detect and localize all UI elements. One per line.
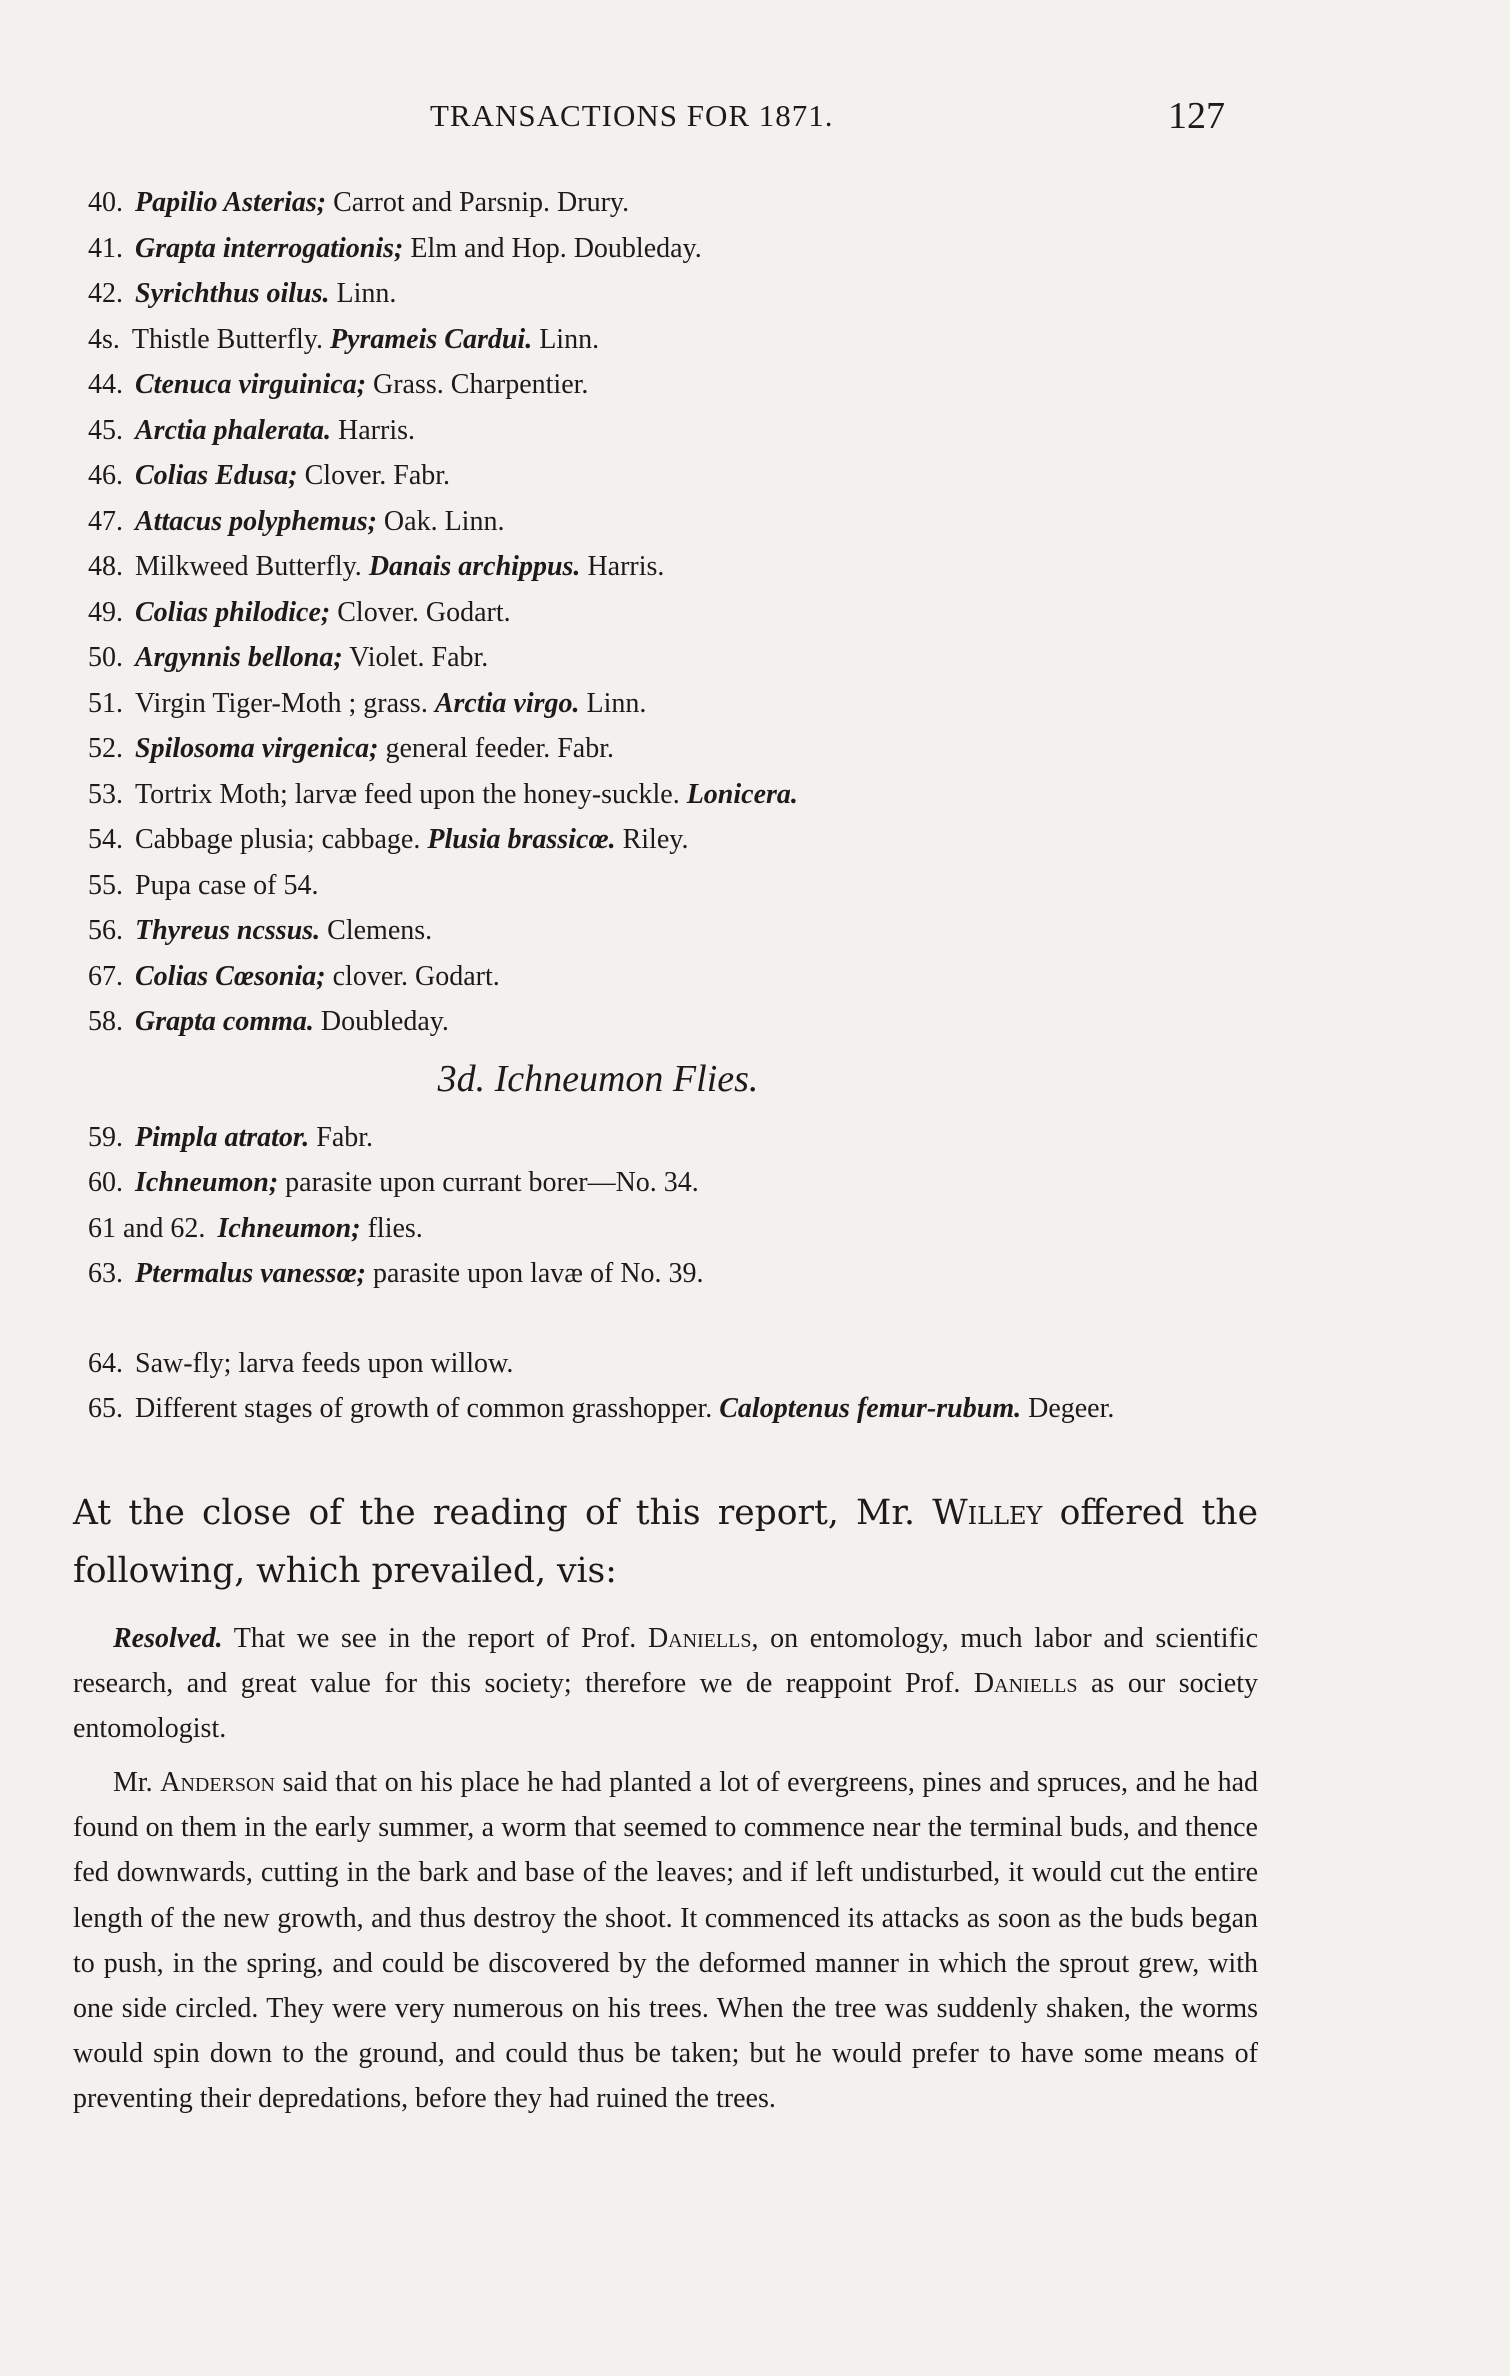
list-item — [88, 681, 1248, 727]
entry-authority: Linn. — [329, 278, 397, 309]
entry-number: 64. — [88, 1347, 123, 1379]
entry-number: 42. — [88, 278, 123, 309]
species-name: Spilosoma virgenica; — [135, 733, 379, 764]
anderson-paragraph — [73, 1760, 1258, 2122]
entry-text: Saw-fly; larva feeds upon willow. — [135, 1347, 514, 1379]
entry-number: 58. — [88, 1006, 123, 1037]
entry-authority: Carrot and Parsnip. Drury. — [326, 187, 630, 218]
entry-authority: Degeer. — [1021, 1393, 1115, 1424]
running-title: TRANSACTIONS FOR 1871. — [430, 98, 834, 133]
entry-number: 67. — [88, 960, 123, 992]
list-item — [88, 1160, 1248, 1206]
entry-authority: Fabr. — [309, 1121, 374, 1153]
list-item — [88, 635, 1248, 681]
entry-authority: Clover. Fabr. — [297, 460, 451, 491]
list-item — [73, 1386, 1248, 1432]
list-item — [88, 1206, 1248, 1252]
species-name: Colias philodice; — [135, 596, 331, 628]
entry-text: Different stages of growth of common grasshopper. — [135, 1393, 713, 1424]
species-name: Arctia virgo. — [434, 687, 580, 719]
list-item — [88, 453, 1248, 499]
entry-number: 54. — [88, 824, 123, 855]
entry-number: 41. — [88, 232, 123, 264]
list-item — [88, 180, 1248, 226]
species-name: Ichneumon; — [217, 1212, 361, 1244]
list-item — [88, 772, 1248, 818]
entry-authority: Clover. Godart. — [330, 596, 511, 628]
species-name: Plusia brassicœ. — [427, 824, 616, 855]
entry-number: 60. — [88, 1167, 123, 1198]
entry-authority: Harris. — [580, 551, 665, 582]
entry-authority: Linn. — [579, 687, 647, 719]
list-item — [88, 544, 1248, 590]
species-name: Attacus polyphemus; — [135, 505, 377, 537]
species-name: Grapta interrogationis; — [135, 232, 404, 264]
list-item — [88, 408, 1248, 454]
entry-authority: Harris. — [331, 414, 415, 446]
paragraph-text: Mr. — [113, 1767, 161, 1798]
person-name: Anderson — [160, 1767, 275, 1798]
entry-number: 48. — [88, 551, 123, 582]
paragraph-text: , on entomology, much labor and scientific research, and great value for this society; therefore we de reappoint Prof. — [73, 1623, 1259, 1699]
list-item — [88, 954, 1248, 1000]
section-gap — [88, 1297, 1248, 1341]
species-name: Pyrameis Cardui. — [329, 323, 533, 355]
species-name: Danais archippus. — [368, 551, 581, 582]
list-item — [88, 726, 1248, 772]
entry-number: 56. — [88, 915, 123, 946]
list-item — [88, 908, 1248, 954]
species-name: Colias Cœsonia; — [135, 960, 326, 992]
list-item — [88, 590, 1248, 636]
entry-authority: Riley. — [615, 824, 689, 855]
entry-authority: flies. — [360, 1212, 423, 1244]
paragraph-text: offered the following, which prevailed, vis: — [73, 1493, 1258, 1591]
species-name: Colias Edusa; — [135, 460, 298, 491]
closing-paragraph — [73, 1484, 1258, 1600]
species-name: Syrichthus oilus. — [135, 278, 330, 309]
entry-number: 49. — [88, 596, 123, 628]
list-item — [88, 226, 1248, 272]
person-name: Willey — [932, 1493, 1043, 1533]
butterfly-entries — [88, 180, 1248, 1045]
list-item — [88, 1115, 1248, 1161]
entry-authority: Violet. Fabr. — [342, 642, 489, 673]
entry-authority: Elm and Hop. Doubleday. — [403, 232, 702, 264]
entry-text: Cabbage plusia; cabbage. — [135, 824, 428, 855]
list-item — [88, 999, 1248, 1045]
entry-number: 50. — [88, 642, 123, 673]
paragraph-text: as our society entomologist. — [73, 1668, 1258, 1744]
paragraph-text: At the close of the reading of this report, Mr. — [73, 1493, 933, 1533]
entry-number: 40. — [88, 187, 123, 218]
species-name: Arctia phalerata. — [135, 414, 332, 446]
entry-authority: Oak. Linn. — [376, 505, 505, 537]
entry-authority: Grass. Charpentier. — [366, 369, 589, 400]
entry-number: 65. — [88, 1393, 123, 1424]
resolved-label: Resolved. — [113, 1623, 223, 1654]
page-number: 127 — [1168, 95, 1225, 137]
entry-authority: parasite upon lavæ of No. 39. — [366, 1258, 704, 1289]
entry-authority: Doubleday. — [313, 1006, 449, 1037]
species-name: Caloptenus femur-rubum. — [719, 1393, 1022, 1424]
entry-number: 55. — [88, 869, 123, 901]
specimen-list — [88, 180, 1248, 1432]
list-item — [88, 817, 1248, 863]
list-item — [88, 863, 1248, 909]
species-name: Argynnis bellona; — [135, 642, 343, 673]
entry-number: 53. — [88, 778, 123, 810]
entry-text: Tortrix Moth; larvæ feed upon the honey-suckle. — [135, 778, 687, 810]
list-item — [88, 271, 1248, 317]
species-name: Thyreus ncssus. — [135, 915, 321, 946]
person-name: Daniells — [973, 1668, 1078, 1699]
entry-number: 44. — [88, 369, 123, 400]
list-item — [88, 317, 1248, 363]
section-subheading: 3d. Ichneumon Flies. — [437, 1057, 759, 1100]
entry-number: 46. — [88, 460, 123, 491]
paragraph-text: said that on his place he had planted a lot of evergreens, pines and spruces, and he had found on them in the early summer, a worm that seemed to commence near the terminal buds, and thence fed downwards, cutting in the bark and base of the leaves; and if left undisturbed, it would cut the entire length of the new growth, and thus destroy the shoot. It commenced its attacks as soon as the buds began to push, in the spring, and could be discovered by the deformed manner in which the sprout grew, with one side circled. They were very numerous on his trees. When the tree was suddenly shaken, the worms would spin down to the ground, and could thus be taken; but he would prefer to have some means of preventing their depredations, before they had ruined the trees. — [73, 1767, 1258, 2115]
page-header — [0, 95, 1510, 142]
entry-authority: clover. Godart. — [325, 960, 500, 992]
entry-authority: parasite upon currant borer—No. 34. — [278, 1167, 699, 1198]
entry-number: 47. — [88, 505, 123, 537]
entry-text: Virgin Tiger-Moth ; grass. — [135, 687, 435, 719]
entry-number: 59. — [88, 1121, 123, 1153]
entry-authority: Clemens. — [320, 915, 433, 946]
entry-number: 52. — [88, 733, 123, 764]
ichneumon-entries — [88, 1115, 1248, 1297]
list-item — [88, 499, 1248, 545]
list-item — [88, 362, 1248, 408]
entry-number: 4s. — [88, 323, 120, 355]
person-name: Daniells — [647, 1623, 752, 1654]
species-name: Ctenuca virguinica; — [135, 369, 367, 400]
species-name: Pimpla atrator. — [135, 1121, 310, 1153]
species-name: Lonicera. — [686, 778, 798, 810]
entry-authority: Linn. — [532, 323, 600, 355]
entry-number: 51. — [88, 687, 123, 719]
list-item — [88, 1341, 1248, 1387]
species-name: Papilio Asterias; — [135, 187, 327, 218]
paragraph-text: That we see in the report of Prof. — [222, 1623, 648, 1654]
entry-text: Thistle Butterfly. — [131, 323, 330, 355]
list-item — [88, 1251, 1248, 1297]
entry-text: Pupa case of 54. — [135, 869, 319, 901]
entry-number: 63. — [88, 1258, 123, 1289]
entry-text: Milkweed Butterfly. — [135, 551, 369, 582]
species-name: Grapta comma. — [135, 1006, 314, 1037]
entry-number: 61 and 62. — [88, 1212, 206, 1244]
species-name: Ichneumon; — [135, 1167, 279, 1198]
entry-number: 45. — [88, 414, 123, 446]
entry-authority: general feeder. Fabr. — [378, 733, 615, 764]
resolution-paragraph — [73, 1616, 1258, 1751]
species-name: Ptermalus vanessœ; — [135, 1258, 366, 1289]
